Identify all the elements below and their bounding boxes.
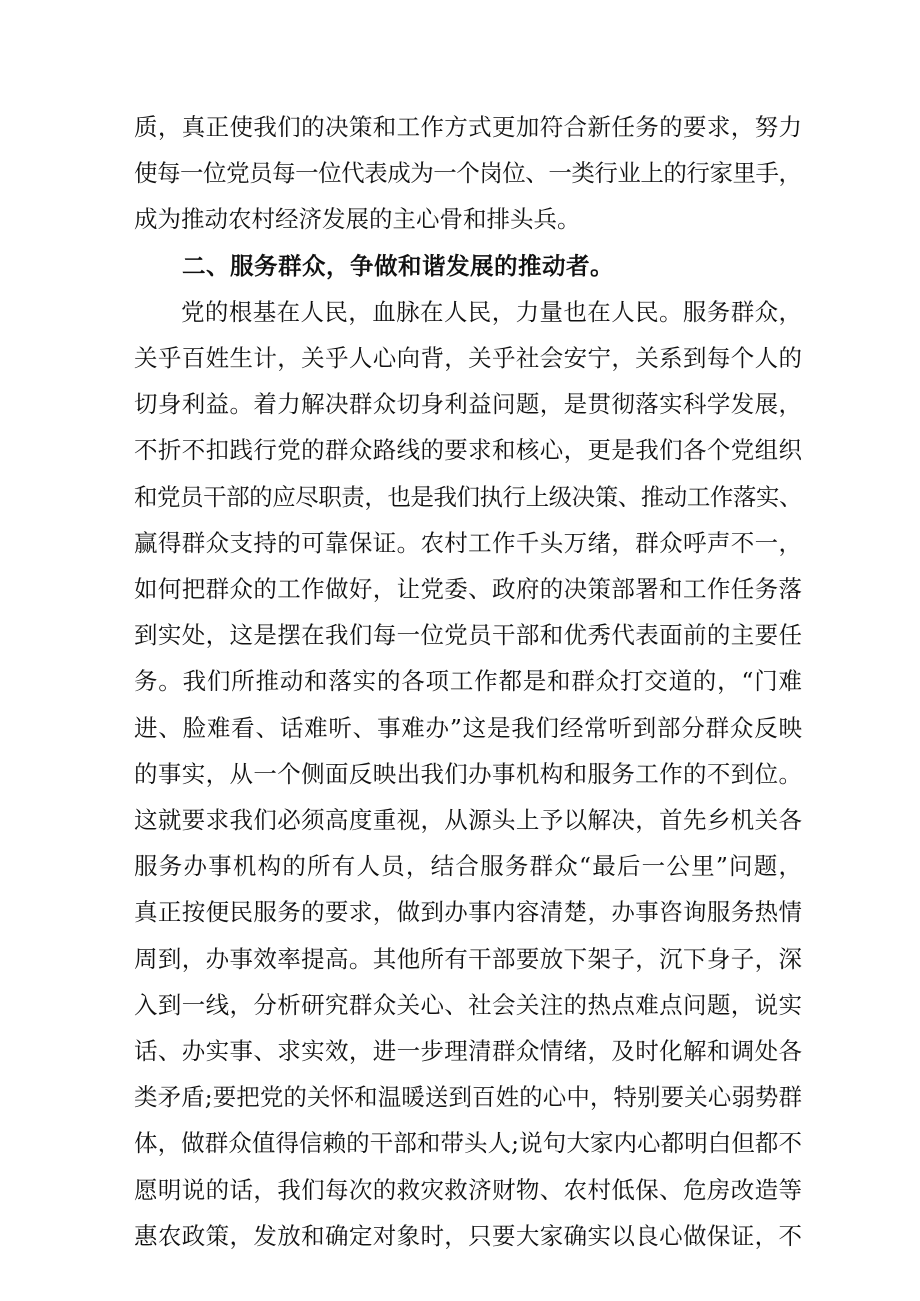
- text-line: 周到，办事效率提高。其他所有干部要放下架子，沉下身子，深: [134, 944, 803, 973]
- text-line: 成为推动农村经济发展的主心骨和排头兵。: [134, 205, 581, 234]
- text-line: 话、办实事、求实效，进一步理清群众情绪，及时化解和调处各: [134, 1037, 803, 1066]
- text-line: 真正按便民服务的要求，做到办事内容清楚，办事咨询服务热情: [134, 898, 803, 927]
- paragraph-continued: [134, 104, 802, 243]
- text-line: 关乎百姓生计，关乎人心向背，关乎社会安宁，关系到每个人的: [134, 344, 803, 373]
- text-line: 赢得群众支持的可靠保证。农村工作千头万绪，群众呼声不一，: [134, 528, 803, 557]
- text-line: 到实处，这是摆在我们每一位党员干部和优秀代表面前的主要任: [134, 621, 803, 650]
- text-line: 务。我们所推动和落实的各项工作都是和群众打交道的，“门难: [134, 667, 803, 696]
- text-line: 如何把群众的工作做好，让党委、政府的决策部署和工作任务落: [134, 575, 803, 604]
- text-line: 使每一位党员每一位代表成为一个岗位、一类行业上的行家里手，: [134, 159, 802, 188]
- text-line: 类矛盾;要把党的关怀和温暖送到百姓的心中，特别要关心弱势群: [134, 1083, 803, 1112]
- text-line: 愿明说的话，我们每次的救灾救济财物、农村低保、危房改造等: [134, 1175, 803, 1204]
- text-line: 不折不扣践行党的群众路线的要求和核心，更是我们各个党组织: [134, 436, 803, 465]
- text-line: 这就要求我们必须高度重视，从源头上予以解决，首先乡机关各: [134, 806, 803, 835]
- text-line: 的事实，从一个侧面反映出我们办事机构和服务工作的不到位。: [134, 759, 803, 788]
- text-line: 和党员干部的应尽职责，也是我们执行上级决策、推动工作落实、: [134, 482, 802, 511]
- text-line: 切身利益。着力解决群众切身利益问题，是贯彻落实科学发展，: [134, 390, 803, 419]
- text-line: 惠农政策，发放和确定对象时，只要大家确实以良心做保证，不: [134, 1221, 803, 1250]
- text-line: 入到一线，分析研究群众关心、社会关注的热点难点问题，说实: [134, 990, 803, 1019]
- text-line: 进、脸难看、话难听、事难办”这是我们经常听到部分群众反映: [134, 713, 803, 742]
- text-line: 服务办事机构的所有人员，结合服务群众“最后一公里”问题，: [134, 852, 804, 881]
- text-line: 质，真正使我们的决策和工作方式更加符合新任务的要求，努力: [134, 113, 803, 141]
- text-line: 体，做群众值得信赖的干部和带头人;说句大家内心都明白但都不: [134, 1129, 803, 1158]
- section-heading: 二、服务群众，争做和谐发展的推动者。: [182, 251, 614, 280]
- paragraph-main: [134, 289, 802, 1259]
- text-line: 党的根基在人民，血脉在人民，力量也在人民。服务群众，: [181, 297, 803, 326]
